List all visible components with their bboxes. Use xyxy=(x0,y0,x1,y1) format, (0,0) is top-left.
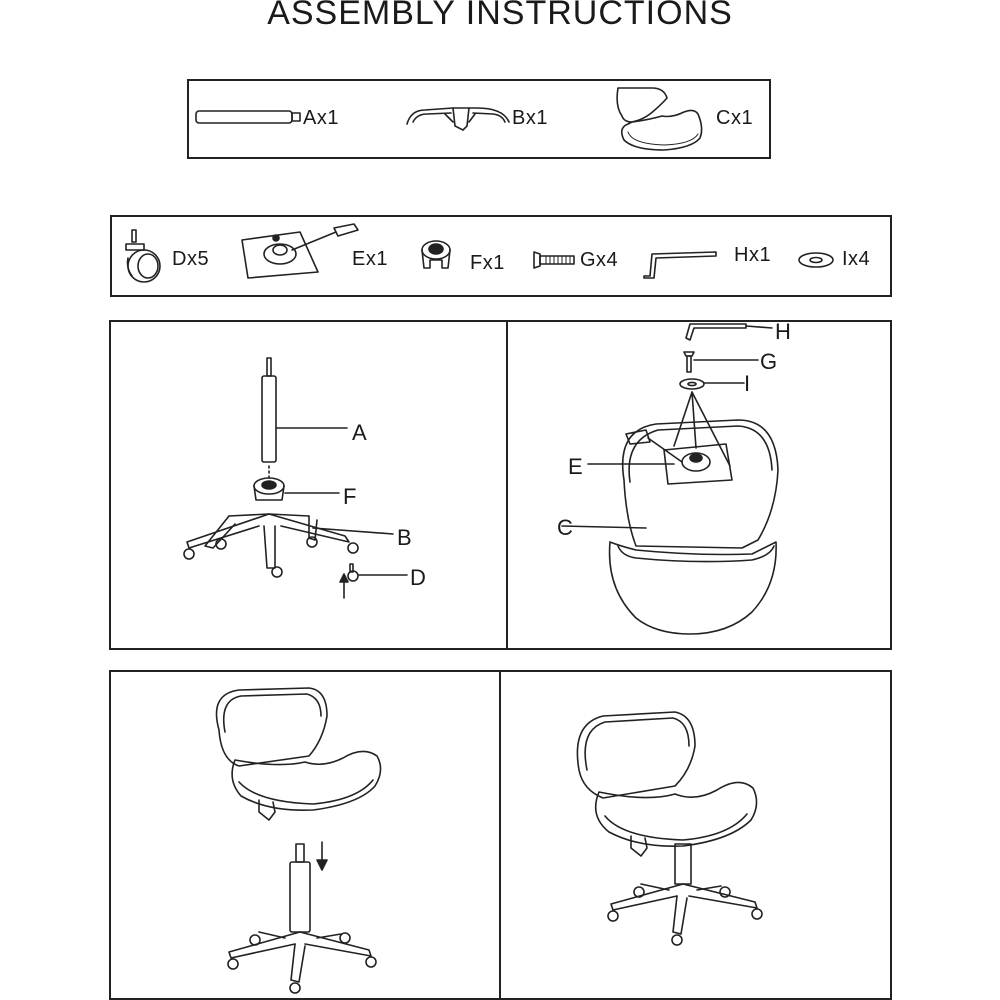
callout-b-label: B xyxy=(397,525,412,550)
washer-icon xyxy=(796,250,836,270)
callout-h-label: H xyxy=(775,319,791,344)
step-2-mechanism-mounting-drawing xyxy=(506,320,892,650)
part-c-label: Cx1 xyxy=(716,107,754,129)
tilt-mechanism-icon xyxy=(238,222,362,282)
part-e-label: Ex1 xyxy=(352,248,388,270)
callout-g-label: G xyxy=(760,349,778,374)
callout-f-label: F xyxy=(343,484,357,509)
part-d-label: Dx5 xyxy=(172,248,210,270)
step-4-finished-stool-drawing xyxy=(499,670,892,1000)
part-b-label: Bx1 xyxy=(512,107,548,129)
page-title: ASSEMBLY INSTRUCTIONS xyxy=(267,0,733,32)
part-g-label: Gx4 xyxy=(580,249,619,271)
allen-key-icon xyxy=(640,246,720,282)
part-a-label: Ax1 xyxy=(303,107,339,129)
callout-c-label: C xyxy=(557,515,573,540)
callout-a-label: A xyxy=(352,420,367,445)
part-h-label: Hx1 xyxy=(734,244,772,266)
gas-lift-cylinder-icon xyxy=(195,105,305,135)
step-3-seat-to-base-drawing xyxy=(109,670,501,1000)
callout-i-label: I xyxy=(744,371,751,396)
part-f-label: Fx1 xyxy=(470,252,505,274)
cylinder-cap-icon xyxy=(418,238,454,274)
caster-wheel-icon xyxy=(122,228,166,284)
callout-d-label: D xyxy=(410,565,426,590)
star-base-icon xyxy=(405,100,515,140)
saddle-seat-icon xyxy=(612,84,712,156)
step-1-base-assembly-drawing xyxy=(109,320,508,650)
callout-e-label: E xyxy=(568,454,583,479)
bolt-icon xyxy=(532,250,578,270)
part-i-label: Ix4 xyxy=(842,248,871,270)
